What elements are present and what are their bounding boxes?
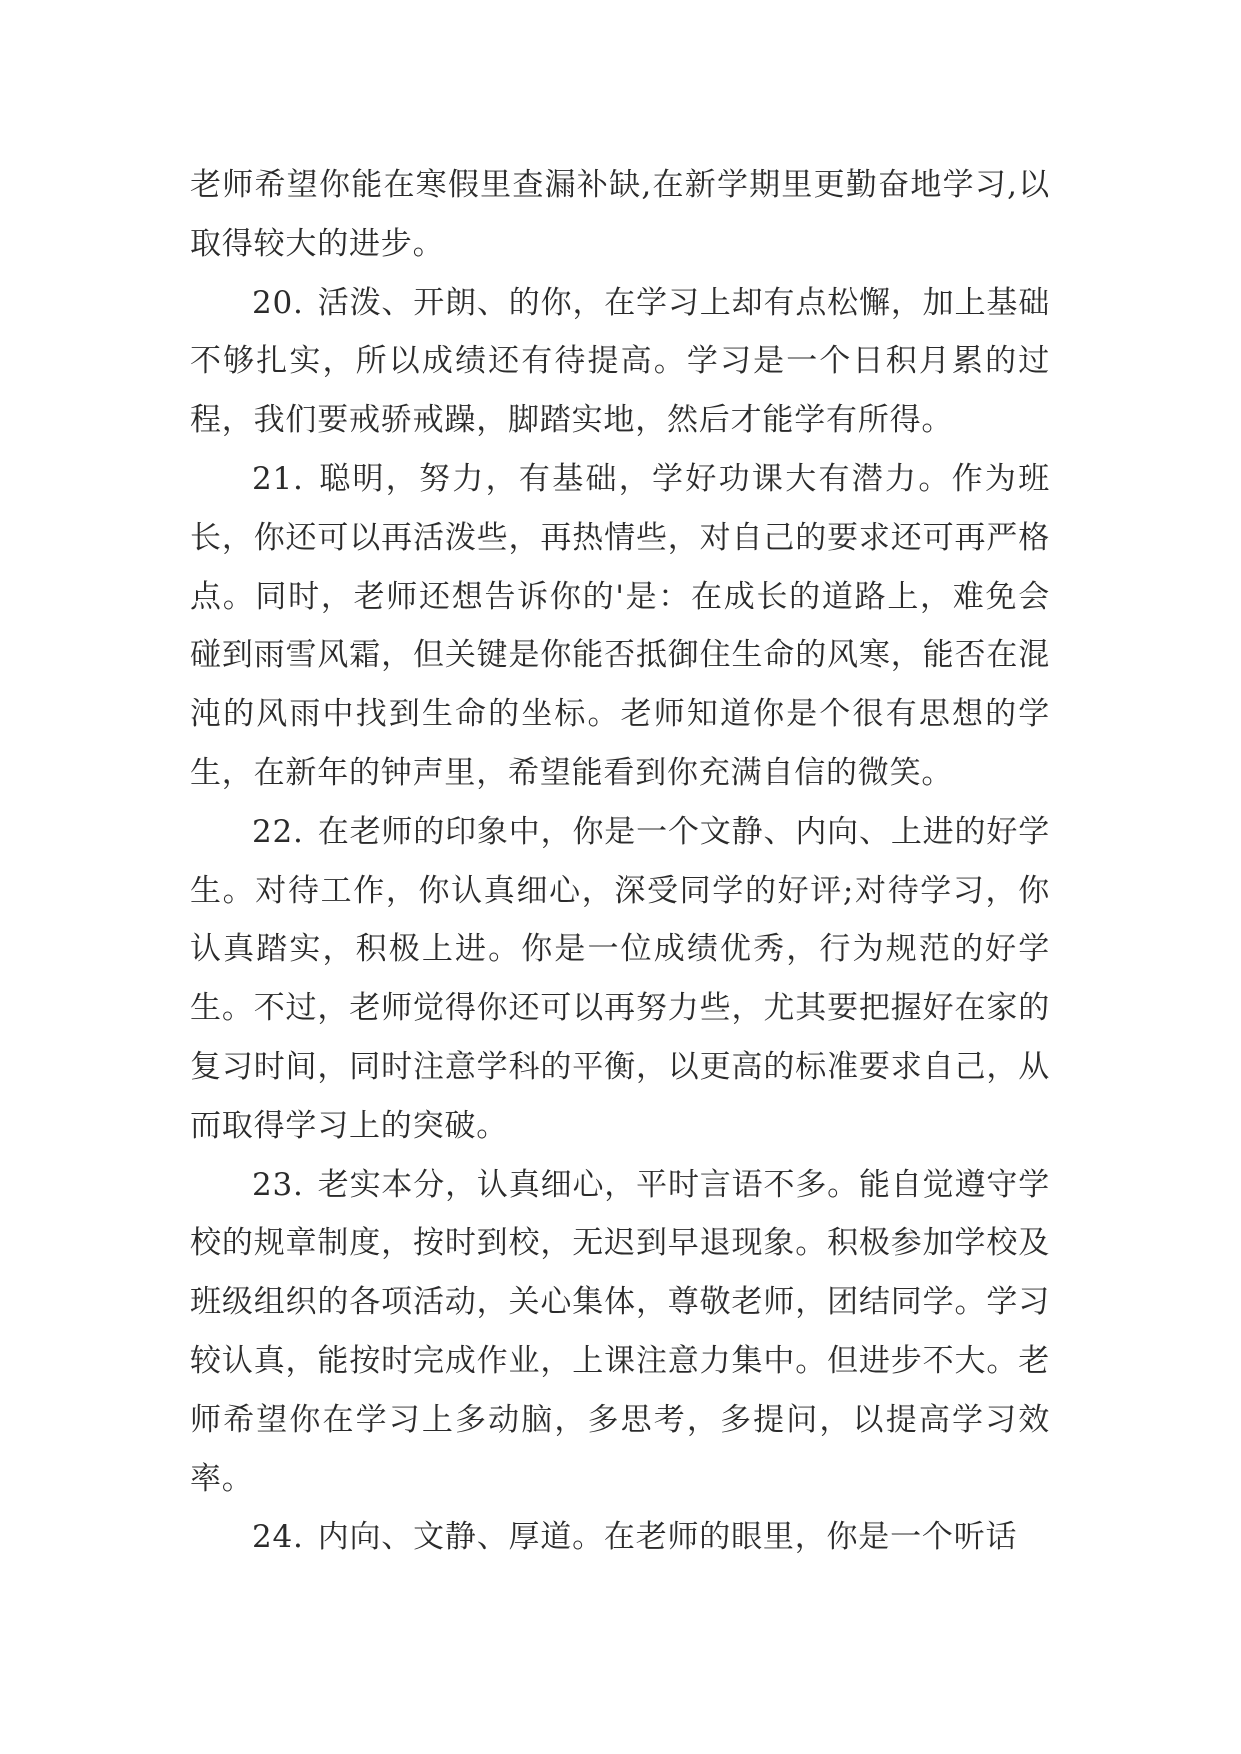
paragraph-number: 21.	[252, 460, 304, 497]
paragraph-text: 老实本分，认真细心，平时言语不多。能自觉遵守学校的规章制度，按时到校，无迟到早退现象。积极参加学校及班级组织的各项活动，关心集体，尊敬老师，团结同学。学习较认真，能按时完成作业，上课注意力集中。但进步不大。老师希望你在学习上多动脑，多思考，多提问，以提高学习效率。	[190, 1166, 1050, 1497]
paragraph-text: 在老师的印象中，你是一个文静、内向、上进的好学生。对待工作，你认真细心，深受同学的好评;对待学习，你认真踏实，积极上进。你是一位成绩优秀，行为规范的好学生。不过，老师觉得你还可以再努力些，尤其要把握好在家的复习时间，同时注意学科的平衡，以更高的标准要求自己，从而取得学习上的突破。	[190, 813, 1050, 1144]
paragraph-text: 内向、文静、厚道。在老师的眼里，你是一个听话	[317, 1519, 1018, 1556]
paragraph-text: 活泼、开朗、的你，在学习上却有点松懈，加上基础不够扎实，所以成绩还有待提高。学习是一个日积月累的过程，我们要戒骄戒躁，脚踏实地，然后才能学有所得。	[190, 284, 1050, 439]
paragraph-20	[190, 274, 1050, 450]
paragraph-24	[190, 1508, 1050, 1567]
paragraph-22	[190, 803, 1050, 1156]
paragraph-21	[190, 450, 1050, 803]
document-body	[190, 156, 1050, 1567]
paragraph-number: 20.	[252, 284, 304, 321]
paragraph-continuation	[190, 156, 1050, 274]
paragraph-23	[190, 1156, 1050, 1509]
paragraph-text: 老师希望你能在寒假里查漏补缺,在新学期里更勤奋地学习,以取得较大的进步。	[190, 167, 1050, 262]
paragraph-number: 22.	[252, 813, 304, 850]
paragraph-number: 23.	[252, 1166, 304, 1203]
paragraph-text: 聪明，努力，有基础，学好功课大有潜力。作为班长，你还可以再活泼些，再热情些，对自己的要求还可再严格点。同时，老师还想告诉你的'是：在成长的道路上，难免会碰到雨雪风霜，但关键是你能否抵御住生命的风寒，能否在混沌的风雨中找到生命的坐标。老师知道你是个很有思想的学生，在新年的钟声里，希望能看到你充满自信的微笑。	[190, 460, 1050, 791]
paragraph-number: 24.	[252, 1519, 304, 1556]
